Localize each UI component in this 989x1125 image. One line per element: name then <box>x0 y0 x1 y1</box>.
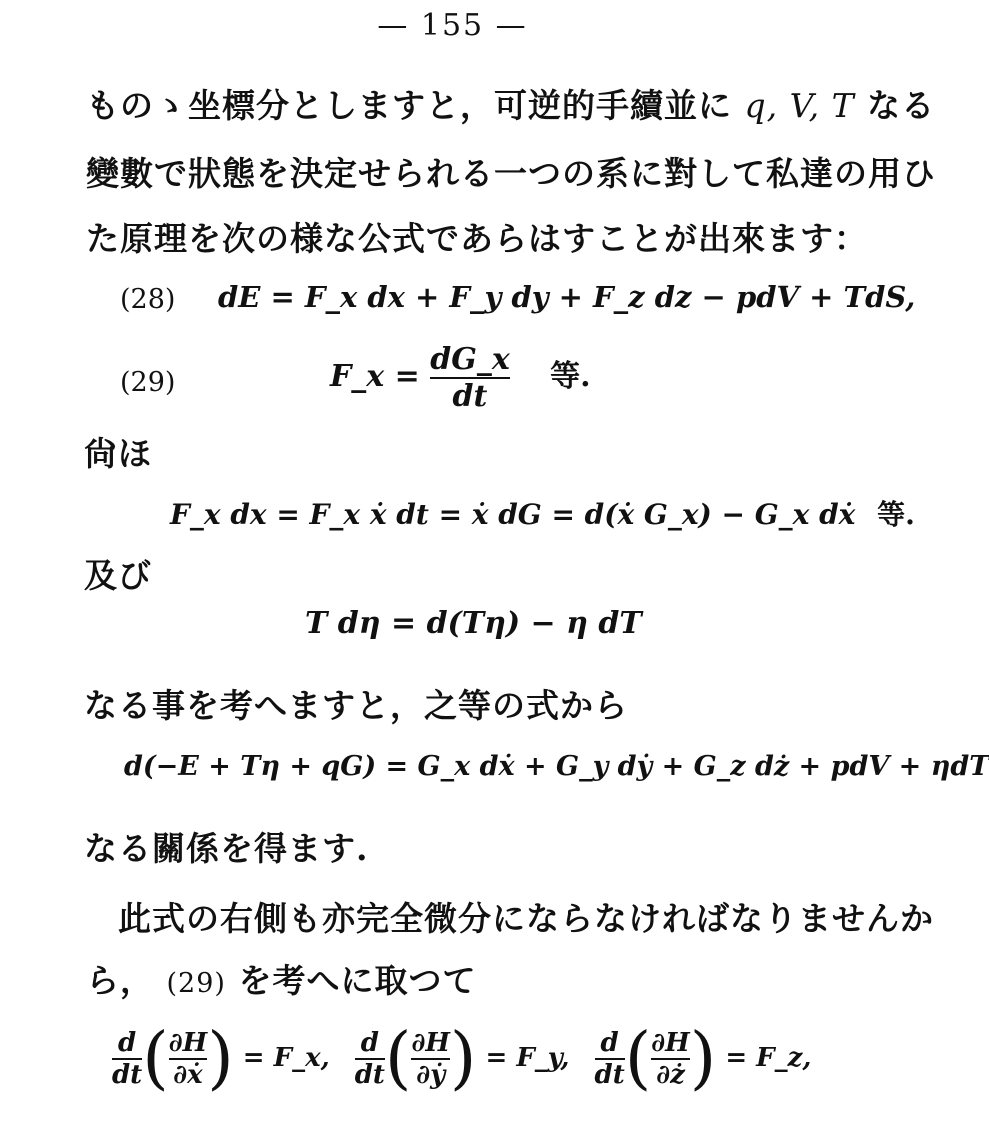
fraction-denominator: ∂ż <box>651 1058 689 1090</box>
text-naru: なる事を考へますと，之等の式から <box>84 686 628 725</box>
paragraph-line-2: 變數で狀態を決定せられる一つの系に對して私達の用ひ <box>86 154 936 193</box>
equation-fxdx-suffix: 等. <box>877 498 915 531</box>
equation-fxdx-body: F_x dx = F_x ẋ dt = ẋ dG = d(ẋ G_x) − G_x dẋ <box>170 498 856 531</box>
fraction-numerator: ∂H <box>651 1028 690 1058</box>
fraction-numerator: d <box>600 1028 619 1058</box>
fraction-numerator: d <box>360 1028 379 1058</box>
equation-label-29: (29) <box>120 367 176 398</box>
paragraph-line-3: た原理を次の様な公式であらはすことが出來ます： <box>86 219 868 258</box>
fraction <box>169 1028 207 1090</box>
fraction <box>595 1028 625 1090</box>
paragraph-line-1 <box>86 80 935 127</box>
text-oyobi: 及び <box>84 556 152 595</box>
fraction-denominator: dt <box>354 1060 385 1090</box>
fraction-numerator: d <box>118 1028 137 1058</box>
text-kankei: なる關係を得ます. <box>84 829 369 868</box>
fraction <box>355 1028 385 1090</box>
equation-rhs: = F_y, <box>485 1043 570 1073</box>
paragraph-2-line-2 <box>86 955 476 1002</box>
partial-equation-y: $\frac{d}{dt}$ ( $\frac{\partial H}{\text{∂ẏ}}$ ) = F_y, <box>354 1019 570 1098</box>
equation-fxdx <box>170 493 915 533</box>
partial-equation-x: $\frac{d}{dt}$ ( $\frac{\partial H}{\text{∂ẋ}}$ ) = F_x, <box>112 1019 330 1098</box>
equation-29-suffix: 等. <box>550 359 591 394</box>
equation-28: dE = F_x dx + F_y dy + F_z dz − pdV + TdS, <box>218 280 916 314</box>
fraction-numerator: ∂H <box>168 1028 208 1058</box>
fraction-denominator: ∂ẏ <box>411 1058 449 1090</box>
inline-math-variables: q, V, T <box>744 86 855 125</box>
fraction <box>112 1028 142 1090</box>
fraction-numerator: dG_x <box>430 342 510 377</box>
equation-big: d(−E + Tη + qG) = G_x dẋ + G_y dẏ + G_z dż + pdV + ηdT <box>124 751 989 782</box>
equation-29-lhs: F_x = <box>330 359 420 394</box>
fraction-denominator: dt <box>112 1060 143 1090</box>
equation-29 <box>330 342 591 414</box>
text-nao: 尙ほ <box>84 434 152 473</box>
fraction <box>651 1028 689 1090</box>
equation-reference: (29) <box>166 968 226 999</box>
fraction <box>430 342 509 414</box>
paragraph-text: ら， <box>86 961 154 1000</box>
fraction-denominator: dt <box>594 1060 625 1090</box>
fraction-denominator: ∂ẋ <box>169 1058 207 1090</box>
equation-partial-row <box>112 1019 812 1098</box>
equation-tdeta: T dη = d(Tη) − η dT <box>305 606 642 641</box>
paragraph-2-line-1: 此式の右側も亦完全微分にならなければなりませんか <box>118 899 934 938</box>
partial-equation-z: $\frac{d}{dt}$ ( $\frac{\partial H}{\partial ż}$ ) = F_z, <box>594 1019 812 1098</box>
equation-label-28: (28) <box>120 284 176 315</box>
page-number: — 155 — <box>377 8 528 43</box>
fraction-numerator: ∂H <box>411 1028 450 1058</box>
paragraph-text: ものゝ坐標分としますと，可逆的手續並に <box>86 86 732 125</box>
fraction <box>411 1028 449 1090</box>
paragraph-text: なる <box>867 86 936 125</box>
equation-rhs: = F_x, <box>242 1043 330 1073</box>
fraction-denominator: dt <box>430 377 509 414</box>
paragraph-text: を考へに取つて <box>238 961 477 1000</box>
equation-rhs: = F_z, <box>725 1043 812 1073</box>
